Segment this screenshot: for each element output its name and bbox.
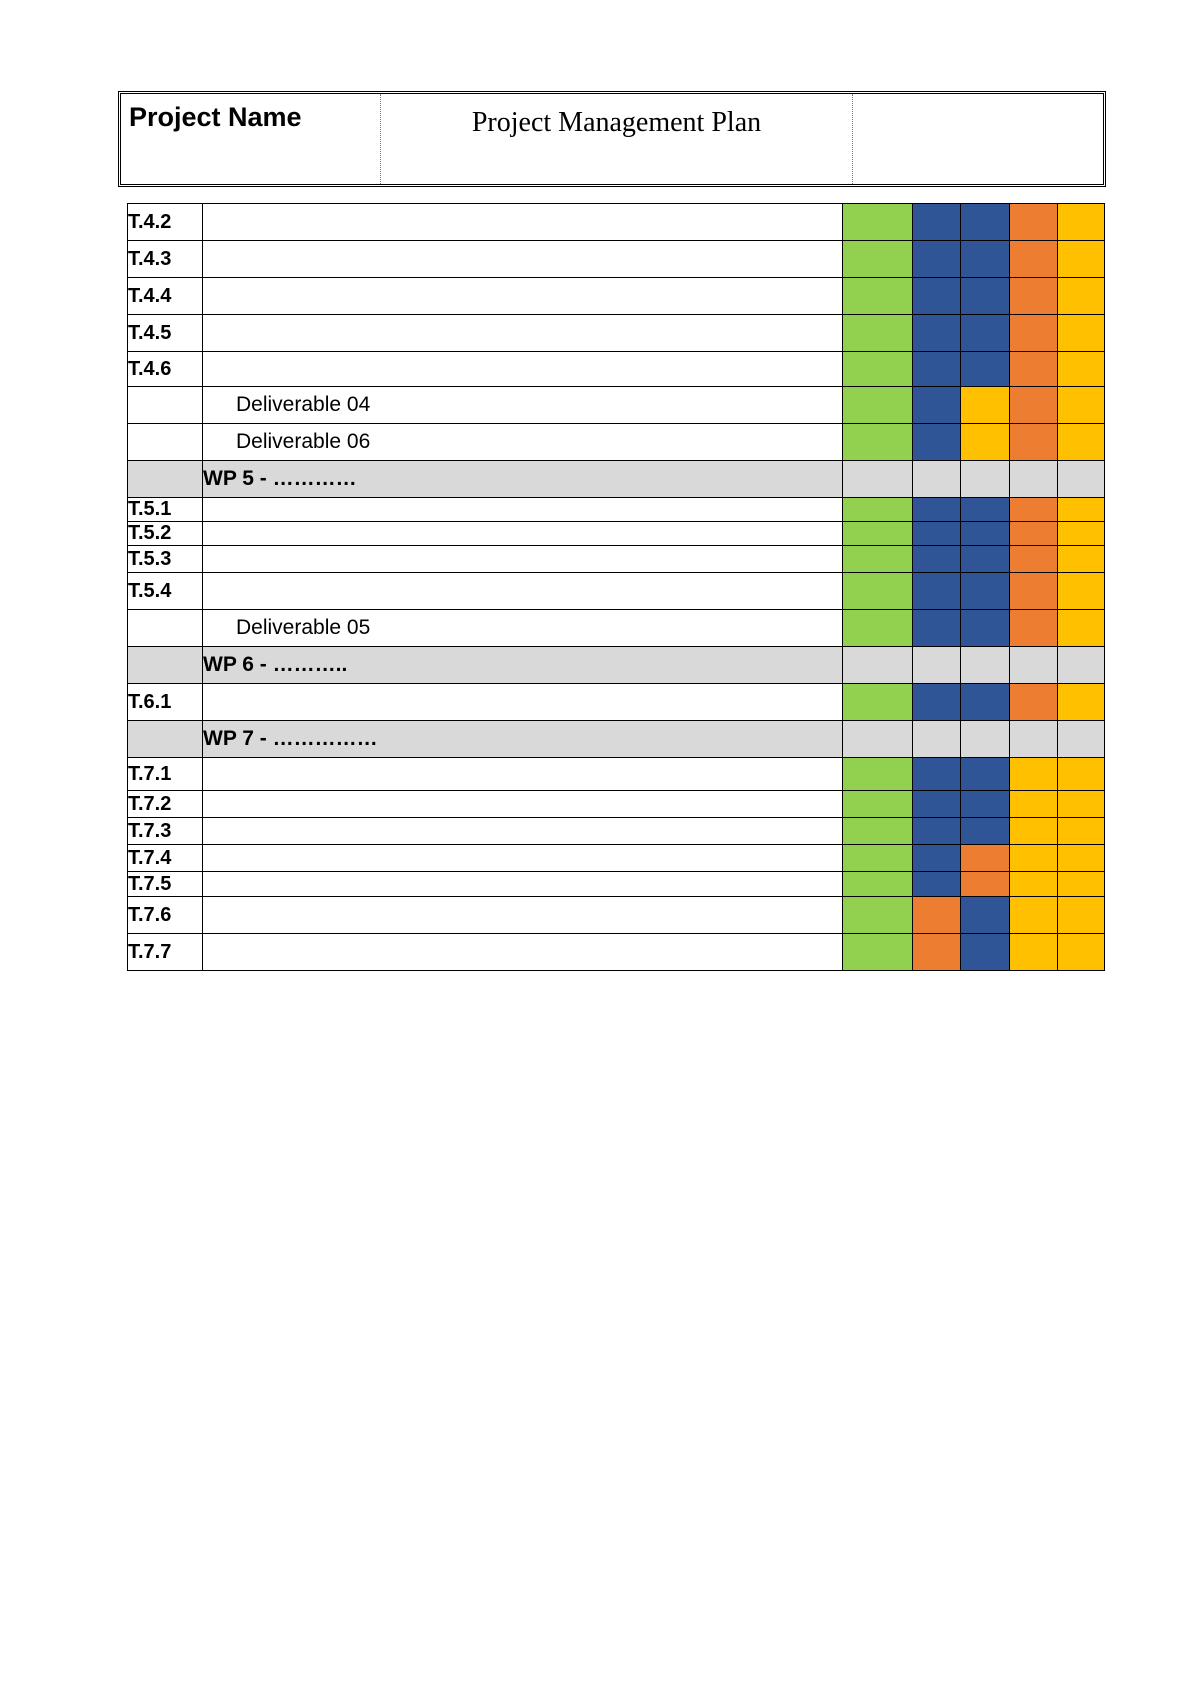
deliverable-row — [128, 424, 1105, 461]
schedule-cell — [913, 721, 961, 758]
task-description — [203, 573, 843, 610]
schedule-cell — [843, 934, 913, 971]
schedule-cell — [843, 610, 913, 647]
schedule-cell — [913, 647, 961, 684]
schedule-cell — [913, 461, 961, 498]
schedule-cell — [961, 461, 1010, 498]
task-id: T.4.4 — [128, 278, 203, 315]
task-id: T.4.5 — [128, 315, 203, 352]
schedule-cell — [961, 647, 1010, 684]
task-description — [203, 498, 843, 522]
task-row — [128, 897, 1105, 934]
schedule-cell — [843, 573, 913, 610]
schedule-cell — [1058, 610, 1105, 647]
task-id: T.7.1 — [128, 758, 203, 791]
schedule-cell — [1058, 897, 1105, 934]
schedule-cell — [913, 352, 961, 387]
schedule-cell — [1010, 791, 1058, 818]
schedule-cell — [961, 897, 1010, 934]
schedule-cell — [1010, 573, 1058, 610]
schedule-cell — [961, 818, 1010, 845]
schedule-cell — [913, 424, 961, 461]
task-id: T.5.4 — [128, 573, 203, 610]
schedule-cell — [843, 522, 913, 546]
task-id: T.5.3 — [128, 546, 203, 573]
schedule-cell — [843, 352, 913, 387]
schedule-cell — [1010, 546, 1058, 573]
task-description — [203, 315, 843, 352]
schedule-cell — [843, 498, 913, 522]
task-description — [203, 352, 843, 387]
schedule-cell — [961, 315, 1010, 352]
deliverable-label: Deliverable 05 — [203, 610, 843, 647]
schedule-cell — [843, 424, 913, 461]
task-description — [203, 546, 843, 573]
schedule-cell — [1058, 546, 1105, 573]
schedule-cell — [1058, 573, 1105, 610]
schedule-cell — [961, 758, 1010, 791]
task-row — [128, 573, 1105, 610]
schedule-cell — [913, 522, 961, 546]
project-name-cell — [121, 94, 381, 184]
task-row — [128, 522, 1105, 546]
schedule-cell — [961, 684, 1010, 721]
schedule-cell — [1010, 315, 1058, 352]
schedule-cell — [1010, 721, 1058, 758]
task-description — [203, 934, 843, 971]
task-description — [203, 872, 843, 897]
schedule-cell — [961, 204, 1010, 241]
task-id — [128, 647, 203, 684]
task-row — [128, 758, 1105, 791]
schedule-cell — [913, 758, 961, 791]
schedule-cell — [843, 872, 913, 897]
schedule-cell — [1058, 241, 1105, 278]
header-empty-cell — [853, 94, 1103, 184]
task-id — [128, 721, 203, 758]
task-description — [203, 845, 843, 872]
schedule-cell — [1010, 872, 1058, 897]
task-row — [128, 934, 1105, 971]
schedule-cell — [843, 791, 913, 818]
schedule-cell — [1010, 278, 1058, 315]
schedule-cell — [1058, 758, 1105, 791]
schedule-cell — [843, 546, 913, 573]
task-description — [203, 204, 843, 241]
schedule-cell — [843, 818, 913, 845]
schedule-cell — [913, 610, 961, 647]
schedule-cell — [913, 897, 961, 934]
task-description — [203, 791, 843, 818]
schedule-cell — [1058, 721, 1105, 758]
task-row — [128, 818, 1105, 845]
schedule-cell — [913, 791, 961, 818]
deliverable-row — [128, 387, 1105, 424]
schedule-cell — [1058, 352, 1105, 387]
schedule-cell — [961, 934, 1010, 971]
schedule-cell — [1058, 461, 1105, 498]
schedule-cell — [1010, 610, 1058, 647]
work-package-label: WP 5 - ………… — [203, 461, 843, 498]
project-name: Project Name — [129, 102, 302, 132]
task-id — [128, 387, 203, 424]
schedule-cell — [961, 845, 1010, 872]
schedule-cell — [843, 387, 913, 424]
schedule-cell — [843, 647, 913, 684]
task-id: T.7.7 — [128, 934, 203, 971]
schedule-cell — [1058, 278, 1105, 315]
schedule-cell — [913, 387, 961, 424]
task-row — [128, 498, 1105, 522]
schedule-cell — [1010, 897, 1058, 934]
schedule-cell — [843, 278, 913, 315]
schedule-cell — [1010, 204, 1058, 241]
task-id: T.5.1 — [128, 498, 203, 522]
task-id: T.7.3 — [128, 818, 203, 845]
schedule-cell — [843, 758, 913, 791]
schedule-cell — [1058, 424, 1105, 461]
schedule-cell — [1010, 684, 1058, 721]
schedule-cell — [1058, 315, 1105, 352]
schedule-cell — [913, 573, 961, 610]
schedule-cell — [961, 721, 1010, 758]
schedule-cell — [1058, 872, 1105, 897]
schedule-cell — [961, 522, 1010, 546]
task-row — [128, 352, 1105, 387]
schedule-cell — [1010, 352, 1058, 387]
task-description — [203, 758, 843, 791]
schedule-cell — [961, 278, 1010, 315]
task-row — [128, 241, 1105, 278]
schedule-cell — [913, 278, 961, 315]
schedule-cell — [961, 241, 1010, 278]
task-id: T.7.6 — [128, 897, 203, 934]
schedule-cell — [961, 791, 1010, 818]
schedule-cell — [1010, 241, 1058, 278]
schedule-cell — [913, 498, 961, 522]
schedule-cell — [961, 387, 1010, 424]
schedule-cell — [1010, 522, 1058, 546]
document-title-cell — [381, 94, 853, 184]
schedule-cell — [1010, 758, 1058, 791]
task-description — [203, 897, 843, 934]
schedule-cell — [1058, 647, 1105, 684]
schedule-cell — [913, 684, 961, 721]
deliverable-label: Deliverable 06 — [203, 424, 843, 461]
task-row — [128, 845, 1105, 872]
schedule-cell — [843, 721, 913, 758]
schedule-cell — [961, 546, 1010, 573]
task-row — [128, 791, 1105, 818]
schedule-cell — [961, 872, 1010, 897]
schedule-cell — [1058, 934, 1105, 971]
document-title: Project Management Plan — [471, 107, 762, 138]
schedule-cell — [913, 204, 961, 241]
schedule-cell — [913, 845, 961, 872]
schedule-cell — [1010, 845, 1058, 872]
schedule-cell — [913, 315, 961, 352]
task-id: T.7.5 — [128, 872, 203, 897]
schedule-cell — [843, 461, 913, 498]
task-row — [128, 684, 1105, 721]
work-package-row — [128, 721, 1105, 758]
schedule-cell — [843, 204, 913, 241]
task-id: T.4.2 — [128, 204, 203, 241]
schedule-cell — [961, 352, 1010, 387]
schedule-cell — [1058, 522, 1105, 546]
task-id — [128, 424, 203, 461]
schedule-cell — [913, 818, 961, 845]
schedule-cell — [1010, 934, 1058, 971]
work-package-row — [128, 461, 1105, 498]
task-row — [128, 315, 1105, 352]
deliverable-label: Deliverable 04 — [203, 387, 843, 424]
work-plan-body — [128, 204, 1105, 971]
schedule-cell — [1010, 498, 1058, 522]
schedule-cell — [843, 897, 913, 934]
schedule-cell — [961, 424, 1010, 461]
schedule-cell — [913, 934, 961, 971]
schedule-cell — [913, 241, 961, 278]
schedule-cell — [1058, 387, 1105, 424]
schedule-cell — [843, 845, 913, 872]
schedule-cell — [1010, 818, 1058, 845]
schedule-cell — [843, 241, 913, 278]
schedule-cell — [961, 610, 1010, 647]
schedule-cell — [1058, 684, 1105, 721]
schedule-cell — [1058, 791, 1105, 818]
task-row — [128, 546, 1105, 573]
task-description — [203, 278, 843, 315]
task-id: T.4.3 — [128, 241, 203, 278]
task-row — [128, 204, 1105, 241]
schedule-cell — [1058, 845, 1105, 872]
schedule-cell — [1010, 461, 1058, 498]
task-row — [128, 278, 1105, 315]
schedule-cell — [913, 546, 961, 573]
task-id: T.7.2 — [128, 791, 203, 818]
schedule-cell — [1058, 818, 1105, 845]
task-id — [128, 461, 203, 498]
task-id: T.6.1 — [128, 684, 203, 721]
page-header — [118, 91, 1106, 187]
work-package-row — [128, 647, 1105, 684]
task-id: T.5.2 — [128, 522, 203, 546]
schedule-cell — [843, 315, 913, 352]
task-id: T.4.6 — [128, 352, 203, 387]
schedule-cell — [1058, 204, 1105, 241]
schedule-cell — [1058, 498, 1105, 522]
work-package-label: WP 7 - …………… — [203, 721, 843, 758]
task-description — [203, 684, 843, 721]
task-description — [203, 241, 843, 278]
work-package-label: WP 6 - ……….. — [203, 647, 843, 684]
deliverable-row — [128, 610, 1105, 647]
schedule-cell — [913, 872, 961, 897]
schedule-cell — [1010, 387, 1058, 424]
schedule-cell — [961, 573, 1010, 610]
task-description — [203, 522, 843, 546]
schedule-cell — [961, 498, 1010, 522]
schedule-cell — [843, 684, 913, 721]
task-id — [128, 610, 203, 647]
task-description — [203, 818, 843, 845]
schedule-cell — [1010, 647, 1058, 684]
task-row — [128, 872, 1105, 897]
work-plan-table — [127, 203, 1105, 971]
task-id: T.7.4 — [128, 845, 203, 872]
schedule-cell — [1010, 424, 1058, 461]
